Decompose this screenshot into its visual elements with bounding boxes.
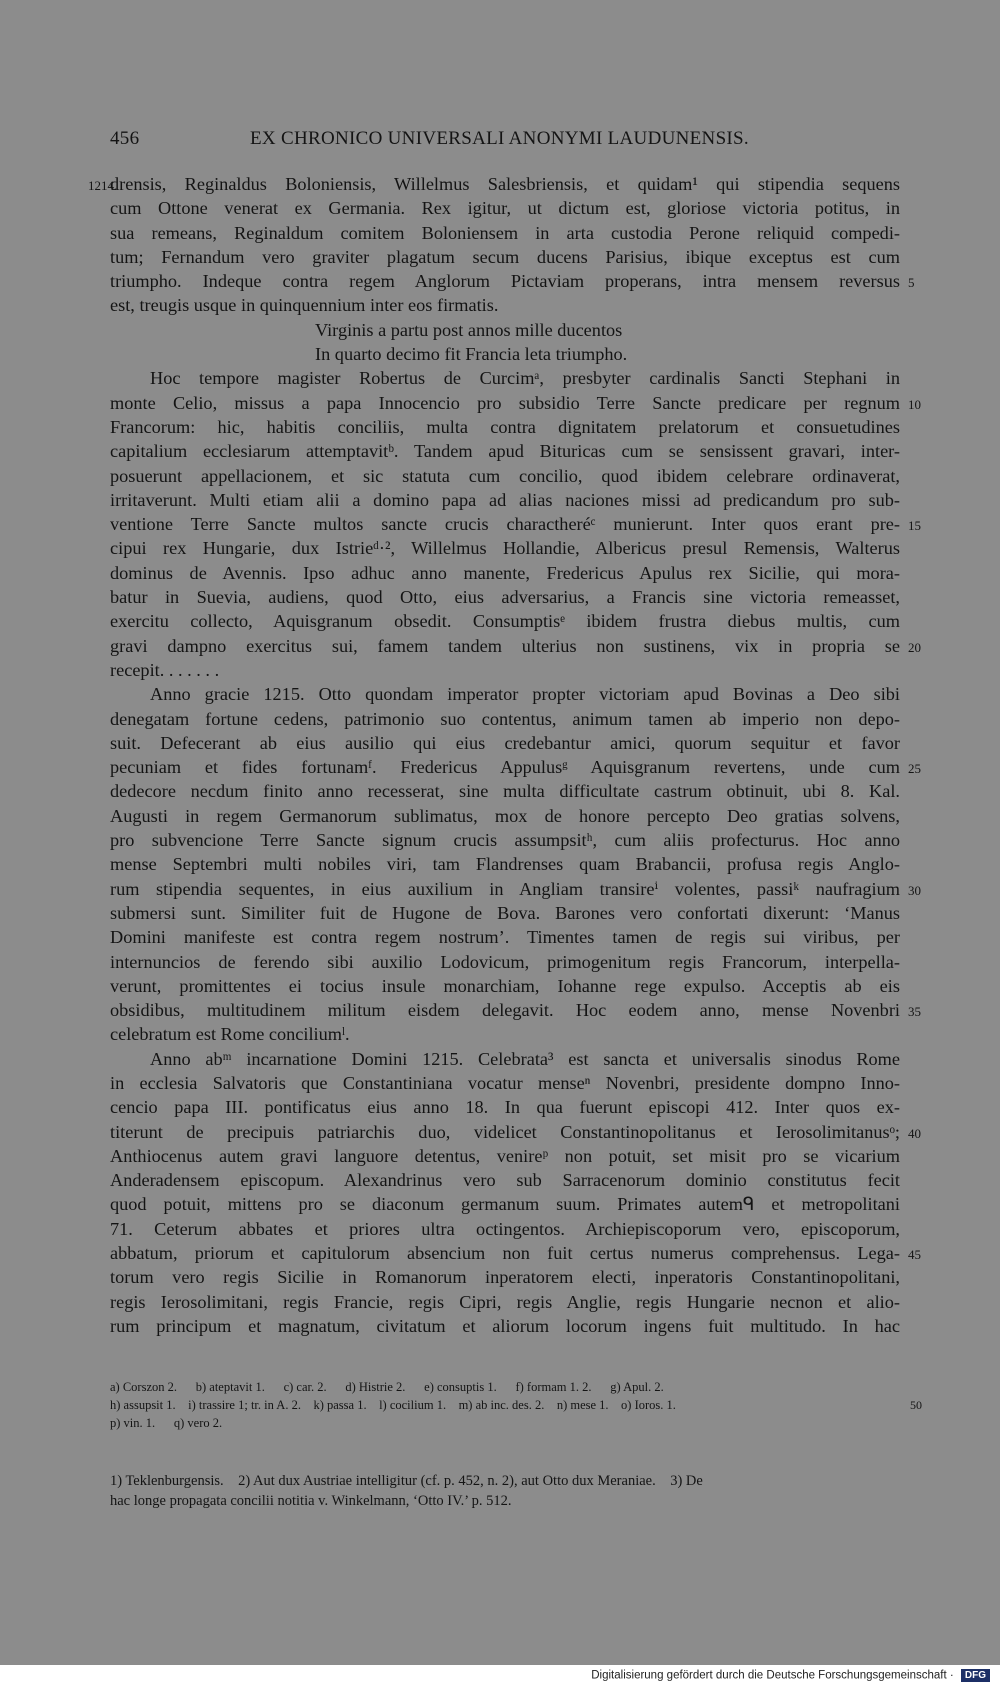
- line-number: 25: [908, 761, 921, 777]
- text-line-content: exercitu collecto, Aquisgranum obsedit. Consumptisᵉ ibidem frustra diebus multis, cum: [110, 611, 900, 632]
- text-line-content: dedecore necdum finito anno recesserat, sine multa difficultate castrum obtinuit, ubi 8. Kal.: [110, 781, 900, 802]
- text-line: [110, 950, 900, 974]
- text-line: [110, 1192, 900, 1216]
- text-line: [110, 415, 900, 439]
- text-line: [110, 707, 900, 731]
- text-line: [110, 1071, 900, 1095]
- text-line: [110, 1144, 900, 1168]
- text-line: [110, 269, 915, 293]
- apparatus-line: [110, 1396, 920, 1414]
- running-title: EX CHRONICO UNIVERSALI ANONYMI LAUDUNENSIS.: [250, 128, 749, 149]
- text-line-content: cum Ottone venerat ex Germania. Rex igitur, ut dictum est, gloriose victoria potitus, in: [110, 198, 900, 219]
- footnotes: [110, 1471, 900, 1511]
- text-line: [110, 1265, 900, 1289]
- text-line: [110, 536, 900, 560]
- text-line-content: mense Septembri multi nobiles viri, tam Flandrenses quam Brabancii, profusa regis Anglo-: [110, 854, 900, 875]
- text-line-content: posuerunt appellacionem, et sic statuta cum concilio, quod ibidem celebrare ordinaverat,: [110, 465, 900, 486]
- line-number: 30: [908, 882, 921, 898]
- text-line: [110, 439, 900, 463]
- text-line: [110, 901, 900, 925]
- apparatus-text: p) vin. 1. q) vero 2.: [110, 1416, 223, 1430]
- line-number: 50: [910, 1398, 922, 1412]
- text-line: [110, 828, 900, 852]
- text-line: [110, 366, 900, 390]
- apparatus-line: [110, 1414, 920, 1432]
- text-line: [110, 172, 900, 196]
- line-number: 45: [908, 1247, 921, 1263]
- line-number: 10: [908, 396, 921, 412]
- text-line-content: 71. Ceterum abbates et priores ultra octingentos. Archiepiscoporum vero, episcoporum,: [110, 1218, 900, 1239]
- text-line-content: sua remeans, Reginaldum comitem Boloniensem in arta custodia Perone reliquid compedi-: [110, 222, 900, 243]
- text-line: [110, 464, 900, 488]
- text-line: [110, 1022, 900, 1046]
- line-number: 5: [908, 275, 915, 291]
- text-line: [110, 221, 900, 245]
- text-line-content: Anthiocenus autem gravi languore detentus, venireᵖ non potuit, set misit pro se vicarium: [110, 1145, 900, 1166]
- text-line: [110, 682, 900, 706]
- text-line-content: drensis, Reginaldus Boloniensis, Willelmus Salesbriensis, et quidam¹ qui stipendia sequens: [110, 174, 900, 194]
- text-line-content: titerunt de precipuis patriarchis duo, videlicet Constantinopolitanus et Ierosolimitanusᵒ;: [110, 1121, 900, 1142]
- text-line-content: rum stipendia sequentes, in eius auxilium in Angliam transireⁱ volentes, passiᵏ naufragium: [110, 878, 900, 899]
- margin-year: 1214.: [88, 178, 118, 193]
- text-line-content: triumpho. Indeque contra regem Anglorum Pictaviam properans, intra mensem reversus: [110, 271, 900, 292]
- text-line: [110, 925, 900, 949]
- line-number: 20: [908, 639, 921, 655]
- apparatus-text: h) assupsit 1. i) trassire 1; tr. in A. 2. k) passa 1. l) cocilium 1. m) ab inc. des. 2. n) mese 1. o) Ioros. 1.: [110, 1398, 676, 1412]
- text-line: [110, 512, 921, 536]
- text-line-content: denegatam fortune cedens, patrimonio suo contentus, animum tamen ab imperio non depo-: [110, 708, 900, 729]
- text-line: [110, 245, 900, 269]
- text-line: [110, 1095, 900, 1119]
- text-line: [110, 342, 900, 366]
- text-line-content: recepit. . . . . . .: [110, 659, 220, 680]
- text-line-content: est, treugis usque in quinquennium inter eos firmatis.: [110, 295, 499, 316]
- text-line: [110, 755, 921, 779]
- text-line-content: regis Ierosolimitani, regis Francie, regis Cipri, regis Anglie, regis Hungarie necnon et alio-: [110, 1291, 900, 1312]
- text-line-content: gravi dampno exercitus sui, famem tandem ulterius non sustinens, vix in propria se: [110, 635, 900, 656]
- text-line-content: cipui rex Hungarie, dux Istrieᵈ·², Willelmus Hollandie, Albericus presul Remensis, Walterus: [110, 538, 900, 559]
- text-line-content: Augusti in regem Germanorum sublimatus, mox de honore percepto Deo gratias solvens,: [110, 805, 900, 826]
- text-line: [110, 1168, 900, 1192]
- running-header: [110, 128, 795, 158]
- footnote-line: hac longe propagata concilii notitia v. Winkelmann, ‘Otto IV.’ p. 512.: [110, 1493, 512, 1509]
- text-line-content: Francorum: hic, habitis conciliis, multa contra dignitatem prelatorum et consuetudines: [110, 416, 900, 437]
- apparatus-line: [110, 1378, 920, 1396]
- line-number: 40: [908, 1125, 921, 1141]
- text-line-content: capitalium ecclesiarum attemptavitᵇ. Tandem apud Bituricas cum se sensissent gravari, inter-: [110, 441, 900, 462]
- text-line: [110, 1290, 900, 1314]
- footnote-line: 1) Teklenburgensis. 2) Aut dux Austriae intelligitur (cf. p. 452, n. 2), aut Otto dux Meraniae. 3) De: [110, 1473, 703, 1489]
- text-line-content: pro subvencione Terre Sancte signum crucis assumpsitʰ, cum aliis profecturus. Hoc anno: [110, 830, 900, 851]
- text-line-content: cencio papa III. pontificatus eius anno 18. In qua fuerunt episcopi 412. Inter quos ex-: [110, 1097, 900, 1118]
- line-number: 35: [908, 1004, 921, 1020]
- page-number: 456: [110, 128, 140, 149]
- text-line-content: verunt, promittentes ei tocius insule monarchiam, Iohanne rege expulso. Acceptis ab eis: [110, 975, 900, 996]
- text-line-content: internuncios de ferendo sibi auxilio Lodovicum, primogenitum regis Francorum, interpella-: [110, 951, 900, 972]
- text-line: [110, 1217, 900, 1241]
- text-line: [110, 877, 921, 901]
- text-line: [110, 488, 900, 512]
- text-line-content: Hoc tempore magister Robertus de Curcimᵃ, presbyter cardinalis Sancti Stephani in: [150, 368, 900, 389]
- text-line-content: Anno gracie 1215. Otto quondam imperator propter victoriam apud Bovinas a Deo sibi: [150, 684, 900, 705]
- text-line-content: obsidibus, multitudinem militum eisdem delegavit. Hoc eodem anno, mense Novenbri: [110, 1000, 900, 1021]
- text-line-content: abbatum, priorum et capitulorum absencium non fuit certus numerus comprehensus. Lega-: [110, 1243, 900, 1264]
- line-number: 15: [908, 518, 921, 534]
- text-line-content: In quarto decimo fit Francia leta triumpho.: [315, 344, 628, 365]
- text-line: [110, 852, 900, 876]
- text-line-content: dominus de Avennis. Ipso adhuc anno manente, Fredericus Apulus rex Sicilie, qui mora-: [110, 562, 900, 583]
- text-line: [110, 1047, 900, 1071]
- text-line-content: Virginis a partu post annos mille ducentos: [315, 319, 623, 340]
- text-line-content: irritaverunt. Multi etiam alii a domino papa ad alias naciones missi ad predicandum pro sub-: [110, 489, 900, 510]
- text-line: [110, 974, 900, 998]
- text-line: [110, 634, 921, 658]
- text-line: [110, 561, 900, 585]
- text-line-content: pecuniam et fides fortunamᶠ. Fredericus Appulusᵍ Aquisgranum revertens, unde cum: [110, 757, 900, 778]
- text-line-content: Anno abᵐ incarnatione Domini 1215. Celebrata³ est sancta et universalis sinodus Rome: [150, 1048, 900, 1069]
- text-line-content: in ecclesia Salvatoris que Constantiniana vocatur menseⁿ Novenbri, presidente dompno Inno-: [110, 1072, 900, 1093]
- text-line: [110, 196, 900, 220]
- text-line-content: torum vero regis Sicilie in Romanorum inperatorem electi, inperatoris Constantinopolitani,: [110, 1267, 900, 1288]
- text-line-content: submersi sunt. Similiter fuit de Hugone de Bova. Barones vero confortati dixerunt: ‘Manus: [110, 902, 900, 923]
- text-line-content: rum principum et magnatum, civitatum et aliorum locorum ingens fuit multitudo. In hac: [110, 1315, 900, 1336]
- dfg-logo: DFG: [961, 1669, 990, 1682]
- critical-apparatus: [110, 1378, 920, 1432]
- footer-text: Digitalisierung gefördert durch die Deutsche Forschungsgemeinschaft ·: [591, 1669, 954, 1682]
- text-line-content: celebratum est Rome conciliumˡ.: [110, 1024, 350, 1045]
- text-line: [110, 998, 921, 1022]
- apparatus-text: a) Corszon 2. b) ateptavit 1. c) car. 2. d) Histrie 2. e) consuptis 1. f) formam 1. 2. g) Apul. 2.: [110, 1380, 664, 1394]
- text-line: [110, 1241, 921, 1265]
- text-line-content: monte Celio, missus a papa Innocencio pro subsidio Terre Sancte predicare per regnum: [110, 392, 900, 413]
- text-line: [110, 1120, 921, 1144]
- text-line: [110, 804, 900, 828]
- text-line: [110, 609, 900, 633]
- text-line: [110, 779, 900, 803]
- text-line-content: ventione Terre Sancte multos sancte crucis charactheréᶜ munierunt. Inter quos erant pre-: [110, 514, 900, 535]
- text-line: [110, 391, 921, 415]
- text-line: [110, 293, 900, 317]
- text-line-content: quod potuit, mittens pro se diaconum germanum suum. Primates autemᑫ et metropolitani: [110, 1194, 900, 1215]
- text-line-content: suit. Defecerant ab eius ausilio qui eius credebantur amici, quorum sequitur et favor: [110, 732, 900, 753]
- text-line: [110, 318, 900, 342]
- main-text: [88, 172, 921, 1338]
- text-line: [110, 658, 900, 682]
- text-line-content: tum; Fernandum vero graviter plagatum secum ducens Parisius, ibique exceptus est cum: [110, 246, 900, 267]
- digitization-footer: [0, 1669, 990, 1687]
- text-line: [110, 1314, 900, 1338]
- text-line: [110, 585, 900, 609]
- text-line-content: Domini manifeste est contra regem nostrum’. Timentes tamen de regis sui viribus, per: [110, 927, 900, 948]
- text-line: [110, 731, 900, 755]
- text-line-content: Anderadensem episcopum. Alexandrinus vero sub Sarracenorum dominio constitutus fecit: [110, 1170, 900, 1191]
- text-line-content: batur in Suevia, audiens, quod Otto, eius adversarius, a Francis sine victoria remeasset,: [110, 587, 900, 608]
